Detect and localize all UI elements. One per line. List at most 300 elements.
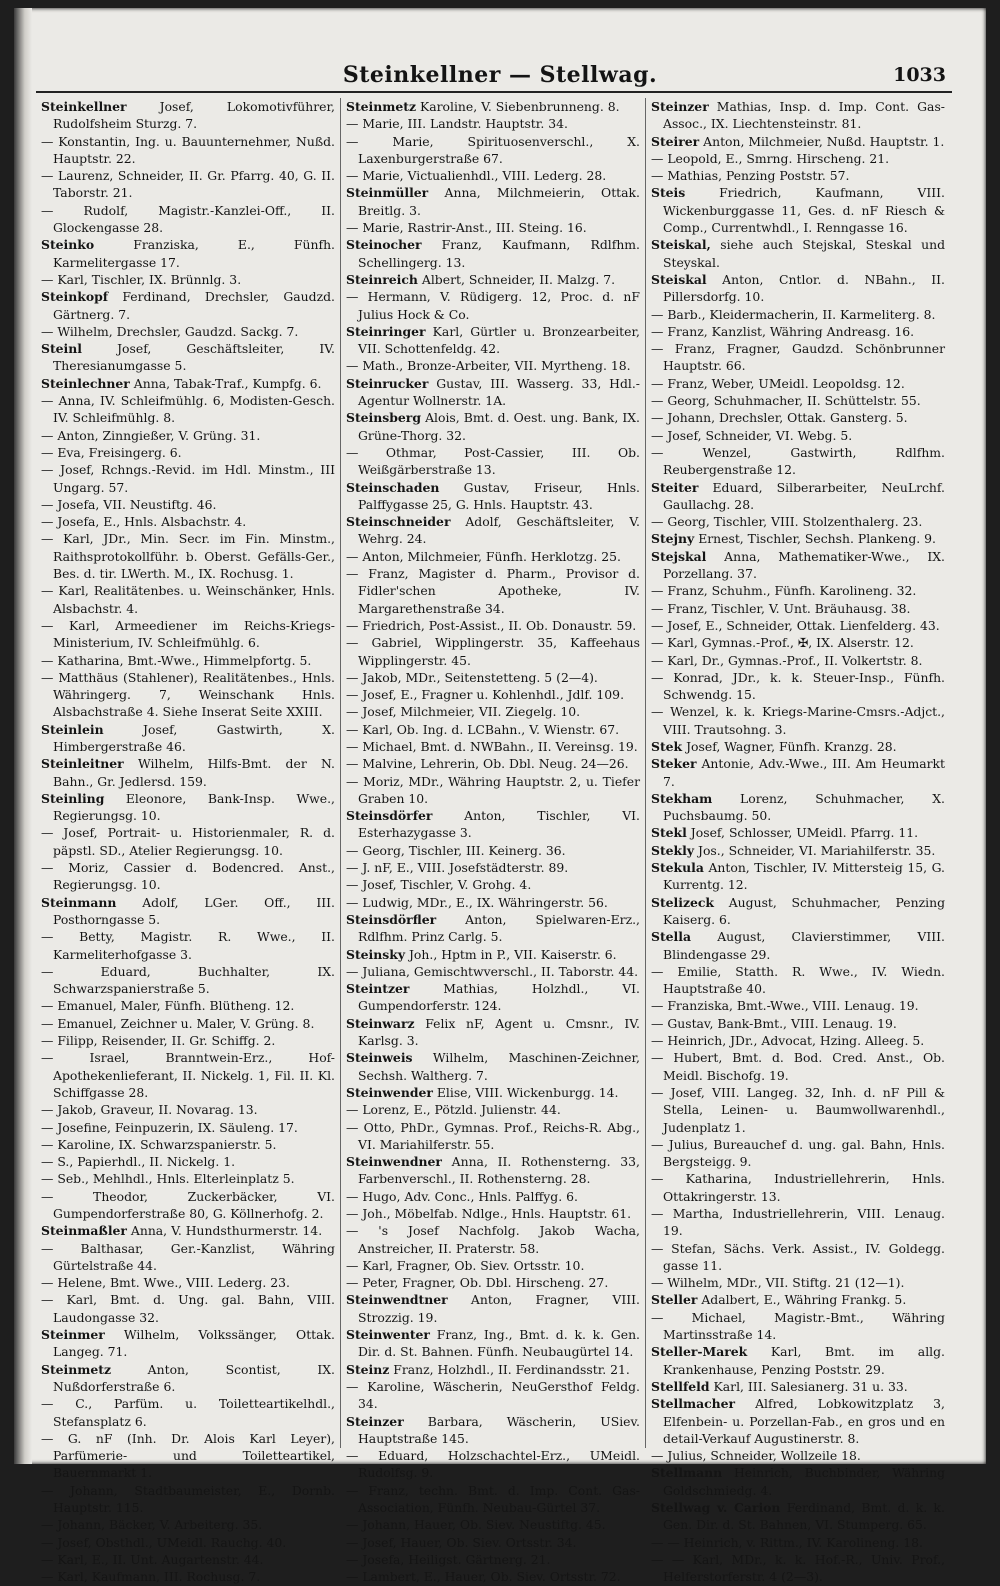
- directory-entry: [41, 427, 335, 444]
- directory-entry: [41, 1015, 335, 1032]
- directory-entry: [346, 1153, 640, 1188]
- entry-text: Karl, Gürtler u. Bronzearbeiter, VII. Schottenfeldg. 42.: [358, 323, 640, 357]
- directory-entry: [651, 1343, 945, 1378]
- directory-entry: [41, 1136, 335, 1153]
- directory-entry: [346, 686, 640, 703]
- entry-text: Heinrich, Buchbinder, Währing Goldschmiedg. 4.: [663, 1465, 945, 1498]
- directory-entry: [651, 859, 945, 894]
- directory-entry: [651, 392, 945, 409]
- directory-entry: [346, 1482, 640, 1517]
- entry-text: — Juliana, Gemischtwverschl., II. Taborstr. 44.: [346, 963, 639, 979]
- entry-surname: Steinmüller: [346, 185, 429, 201]
- entry-text: Wilhelm, Maschinen-Zeichner, Sechsh. Waltherg. 7.: [358, 1050, 640, 1083]
- directory-entry: [41, 392, 335, 427]
- entry-text: — Josef, Obsthdl., UMeidl. Rauchg. 40.: [41, 1534, 287, 1550]
- entry-text: — Georg, Schuhmacher, II. Schüttelstr. 55.: [651, 393, 921, 409]
- entry-text: — Ludwig, MDr., E., IX. Währingerstr. 56.: [346, 894, 608, 910]
- directory-entry: [41, 1032, 335, 1049]
- directory-entry: [651, 1447, 945, 1464]
- directory-entry: [651, 375, 945, 392]
- entry-text: — Josef, E., Schneider, Ottak. Lienfelderg. 43.: [651, 617, 940, 633]
- entry-surname: Steinmetz: [346, 99, 417, 114]
- page-header: [14, 60, 986, 94]
- directory-entry: [651, 894, 945, 929]
- entry-text: — J. nF, E., VIII. Josefstädterstr. 89.: [346, 860, 569, 876]
- entry-surname: Stellfeld: [651, 1378, 710, 1394]
- entry-text: August, Clavierstimmer, VIII. Blindengasse 29.: [663, 929, 945, 962]
- directory-entry: [651, 669, 945, 704]
- entry-text: Jos., Schneider, VI. Mariahilferstr. 35.: [694, 842, 936, 858]
- entry-surname: Steinmetz: [41, 1361, 112, 1377]
- entry-text: — Julius, Schneider, Wollzeile 18.: [651, 1448, 861, 1464]
- entry-text: — Laurenz, Schneider, II. Gr. Pfarrg. 40, G. II. Taborstr. 21.: [41, 168, 335, 201]
- directory-entry: [346, 513, 640, 548]
- entry-text: Anna, Tabak-Traf., Kumpfg. 6.: [129, 375, 322, 391]
- directory-entry: [41, 1188, 335, 1223]
- entry-text: — Josefa, VII. Neustiftg. 46.: [41, 496, 217, 512]
- directory-entry: [41, 669, 335, 721]
- entry-text: — Josef, Rchngs.-Revid. im Hdl. Minstm., III Ungarg. 57.: [41, 462, 335, 495]
- entry-text: — Franz, Schuhm., Fünfh. Karolineng. 32.: [651, 583, 917, 599]
- directory-entry: [41, 1326, 335, 1361]
- entry-text: — Lorenz, E., Pötzld. Julienstr. 44.: [346, 1102, 561, 1118]
- entry-surname: Steiskal,: [651, 237, 711, 253]
- entry-text: Anton, Scontist, IX. Nußdorferstraße 6.: [53, 1361, 335, 1394]
- entry-surname: Steinko: [41, 237, 95, 253]
- entry-text: — Karl, JDr., Min. Secr. im Fin. Minstm., Raithsprotokollführ. b. Oberst. Gefälls-Ger., Bes. d. tir. LWerth. M., IX. Rochusg. 1.: [41, 531, 335, 582]
- directory-entry: [651, 1499, 945, 1534]
- directory-entry: [346, 617, 640, 634]
- directory-entry: [41, 1430, 335, 1482]
- entry-surname: Steinsky: [346, 946, 406, 962]
- entry-surname: Steinkopf: [41, 289, 109, 305]
- directory-entry: [346, 721, 640, 738]
- entry-text: — Leopold, E., Smrng. Hirscheng. 21.: [651, 150, 890, 166]
- entry-text: Anna, Milchmeierin, Ottak. Breitlg. 3.: [358, 185, 640, 218]
- entry-text: siehe auch Stejskal, Steskal und Steyskal.: [663, 237, 945, 270]
- directory-entry: [346, 1447, 640, 1482]
- entry-surname: Steinsdörfler: [346, 911, 437, 927]
- entry-text: Josef, Geschäftsleiter, IV. Theresianumgasse 5.: [53, 341, 335, 374]
- directory-entry: [346, 288, 640, 323]
- entry-surname: Steinwarz: [346, 1015, 415, 1031]
- header-rule: [36, 91, 952, 93]
- directory-entry: [651, 824, 945, 841]
- entry-surname: Steinsdörfer: [346, 808, 433, 824]
- directory-entry: [346, 1361, 640, 1378]
- entry-text: — Katharina, Industriellehrerin, Hnls. Ottakringerstr. 13.: [651, 1171, 945, 1204]
- entry-surname: Steinleitner: [41, 756, 124, 772]
- entry-text: Wilhelm, Volkssänger, Ottak. Langeg. 71.: [53, 1327, 335, 1360]
- directory-entry: [346, 98, 640, 115]
- entry-text: Ferdinand, Bmt. d. k. k. Gen. Dir. d. St. Bahnen, VI. Stumperg. 65.: [663, 1500, 945, 1533]
- directory-entry: [41, 1568, 335, 1585]
- entry-text: — Anton, Zinngießer, V. Grüng. 31.: [41, 427, 261, 443]
- entry-surname: Steinwendner: [346, 1154, 442, 1170]
- directory-entry: [651, 1395, 945, 1447]
- entry-text: — Otto, PhDr., Gymnas. Prof., Reichs-R. Abg., VI. Mariahilferstr. 55.: [346, 1119, 640, 1152]
- directory-entry: [41, 202, 335, 237]
- directory-entry: [346, 1205, 640, 1222]
- entry-text: Franziska, E., Fünfh. Karmelitergasse 17.: [53, 237, 335, 270]
- directory-entry: [41, 98, 335, 133]
- directory-entry: [346, 444, 640, 479]
- directory-entry: [346, 271, 640, 288]
- entry-text: — Michael, Bmt. d. NWBahn., II. Vereinsg. 19.: [346, 738, 638, 754]
- directory-entry: [346, 1551, 640, 1568]
- entry-text: Anton, Milchmeier, Nußd. Hauptstr. 1.: [699, 133, 945, 149]
- directory-entry: [346, 963, 640, 980]
- entry-text: Anton, Cntlor. d. NBahn., II. Pillersdorfg. 10.: [663, 271, 945, 305]
- entry-text: — Malvine, Lehrerin, Ob. Dbl. Neug. 24—26.: [346, 756, 629, 772]
- entry-text: — Wilhelm, Drechsler, Gaudzd. Sackg. 7.: [41, 323, 299, 339]
- entry-text: — Filipp, Reisender, II. Gr. Schiffg. 2.: [41, 1033, 276, 1049]
- entry-text: — Lambert, E., Hauer, Ob. Siev. Ortsstr. 72.: [346, 1569, 621, 1585]
- entry-text: — Konstantin, Ing. u. Bauunternehmer, Nußd. Hauptstr. 22.: [41, 133, 335, 166]
- directory-entry: [346, 1101, 640, 1118]
- directory-entry: [651, 133, 945, 150]
- directory-entry: [346, 219, 640, 236]
- entry-text: — S., Papierhdl., II. Nickelg. 1.: [41, 1154, 236, 1170]
- directory-entry: [346, 1516, 640, 1533]
- directory-entry: [651, 323, 945, 340]
- entry-text: — Josefa, Heiligst. Gärtnerg. 21.: [346, 1551, 551, 1567]
- entry-text: Alfred, Lobkowitzplatz 3, Elfenbein- u. Porzellan-Fab., en gros und en detail-Verkauf Augustinerstr. 8.: [663, 1396, 945, 1446]
- directory-entry: [41, 755, 335, 790]
- column-3: [645, 98, 950, 1585]
- directory-entry: [651, 928, 945, 963]
- directory-entry: [41, 997, 335, 1014]
- entry-surname: Steinschaden: [346, 479, 440, 495]
- directory-entry: [346, 1534, 640, 1551]
- entry-text: Albert, Schneider, II. Malzg. 7.: [417, 271, 616, 287]
- entry-text: — — Heinrich, v. Rittm., IV. Karolineng. 18.: [651, 1534, 923, 1550]
- directory-entry: [651, 1084, 945, 1136]
- entry-surname: Steinmer: [41, 1327, 105, 1343]
- entry-text: Franz, Holzhdl., II. Ferdinandsstr. 21.: [389, 1361, 630, 1377]
- entry-surname: Steinmann: [41, 894, 117, 910]
- directory-entry: [346, 167, 640, 184]
- entry-surname: Steinlein: [41, 721, 104, 737]
- entry-surname: Steiter: [651, 479, 699, 495]
- directory-entry: [346, 409, 640, 444]
- directory-entry: [651, 271, 945, 306]
- directory-entry: [651, 790, 945, 825]
- directory-entry: [651, 479, 945, 514]
- entry-text: — Emanuel, Zeichner u. Maler, V. Grüng. 8.: [41, 1015, 315, 1031]
- directory-entry: [651, 652, 945, 669]
- running-title: Steinkellner — Stellwag.: [342, 62, 658, 88]
- entry-text: — Theodor, Zuckerbäcker, VI. Gumpendorferstraße 80, G. Köllnerhofg. 2.: [41, 1188, 335, 1221]
- entry-text: — Michael, Magistr.-Bmt., Währing Martinsstraße 14.: [651, 1309, 945, 1343]
- directory-entry: [41, 1274, 335, 1291]
- entry-text: — Franz, Magister d. Pharm., Provisor d. Fidler'schen Apotheke, IV. Margarethenstraße 34.: [346, 566, 640, 616]
- entry-text: Friedrich, Kaufmann, VIII. Wickenburggasse 11, Ges. d. nF Riesch & Comp., Currentwhdl., I. Renngasse 16.: [663, 185, 945, 236]
- entry-text: Anton, Tischler, IV. Mittersteig 15, G. Kurrentg. 12.: [663, 860, 945, 893]
- directory-entry: [41, 1119, 335, 1136]
- directory-entry: [41, 790, 335, 825]
- entry-text: Josef, Lokomotivführer, Rudolfsheim Sturzg. 7.: [53, 99, 335, 132]
- entry-surname: Steinocher: [346, 237, 422, 253]
- directory-entry: [346, 980, 640, 1015]
- entry-text: — Friedrich, Post-Assist., II. Ob. Donaustr. 59.: [346, 617, 637, 633]
- directory-entry: [651, 842, 945, 859]
- entry-text: — Karl, Ob. Ing. d. LCBahn., V. Wienstr. 67.: [346, 721, 620, 737]
- entry-text: Karl, Bmt. im allg. Krankenhause, Penzing Poststr. 29.: [663, 1344, 945, 1377]
- directory-entry: [346, 479, 640, 514]
- directory-page: [14, 8, 986, 1585]
- entry-text: — Marie, III. Landstr. Hauptstr. 34.: [346, 116, 568, 132]
- directory-entry: [346, 755, 640, 772]
- entry-text: — Franz, Tischler, V. Unt. Bräuhausg. 38.: [651, 600, 911, 616]
- directory-entry: [651, 1170, 945, 1205]
- directory-entry: [651, 1136, 945, 1171]
- directory-entry: [41, 1395, 335, 1430]
- entry-text: — Hermann, V. Rüdigerg. 12, Proc. d. nF Julius Hock & Co.: [346, 289, 640, 322]
- directory-entry: [651, 755, 945, 790]
- entry-text: — Josef, Hauer, Ob. Siev. Ortsstr. 34.: [346, 1534, 577, 1550]
- entry-text: — Karoline, IX. Schwarzspanierstr. 5.: [41, 1136, 277, 1152]
- entry-text: — Jakob, Graveur, II. Novarag. 13.: [41, 1102, 258, 1118]
- entry-text: Anna, V. Hundsthurmerstr. 14.: [126, 1223, 323, 1239]
- directory-entry: [651, 1015, 945, 1032]
- entry-surname: Steinling: [41, 790, 105, 806]
- entry-text: — Hugo, Adv. Conc., Hnls. Palffyg. 6.: [346, 1188, 578, 1204]
- directory-entry: [41, 1361, 335, 1396]
- directory-entry: [41, 375, 335, 392]
- directory-columns: [36, 98, 950, 1585]
- entry-text: — Eva, Freisingerg. 6.: [41, 444, 182, 460]
- entry-surname: Steirer: [651, 133, 700, 149]
- entry-surname: Steinwenter: [346, 1327, 430, 1343]
- entry-text: — Georg, Tischler, III. Keinerg. 36.: [346, 842, 566, 858]
- entry-text: Anton, Spielwaren-Erz., Rdlfhm. Prinz Carlg. 5.: [358, 911, 640, 945]
- entry-text: — Stefan, Sächs. Verk. Assist., IV. Goldegg. gasse 11.: [651, 1240, 945, 1273]
- directory-entry: [651, 582, 945, 599]
- directory-entry: [651, 1240, 945, 1275]
- entry-surname: Steinreich: [346, 271, 418, 287]
- entry-text: — Israel, Branntwein-Erz., Hof-Apothekenlieferant, II. Nickelg. 1, Fil. II. Kl. Schiffgasse 28.: [41, 1050, 335, 1100]
- directory-entry: [651, 1032, 945, 1049]
- entry-text: — Balthasar, Ger.-Kanzlist, Währing Gürtelstraße 44.: [41, 1240, 335, 1273]
- directory-entry: [41, 824, 335, 859]
- entry-surname: Steinschneider: [346, 514, 451, 530]
- entry-surname: Steinzer: [346, 1413, 404, 1429]
- directory-entry: [41, 461, 335, 496]
- directory-entry: [651, 150, 945, 167]
- directory-entry: [41, 1240, 335, 1275]
- directory-entry: [651, 167, 945, 184]
- directory-entry: [651, 617, 945, 634]
- entry-text: — Helene, Bmt. Wwe., VIII. Lederg. 23.: [41, 1275, 290, 1291]
- entry-surname: Stejskal: [651, 548, 707, 564]
- entry-text: August, Schuhmacher, Penzing Kaiserg. 6.: [663, 894, 945, 927]
- directory-entry: [346, 565, 640, 617]
- directory-entry: [346, 1049, 640, 1084]
- directory-entry: [41, 963, 335, 998]
- directory-entry: [41, 1516, 335, 1533]
- entry-text: — Eduard, Buchhalter, IX. Schwarzspanierstraße 5.: [41, 963, 335, 997]
- directory-entry: [651, 513, 945, 530]
- entry-text: — Josef, VIII. Langeg. 32, Inh. d. nF Pill & Stella, Leinen- u. Baumwollwarenhdl., Judenplatz 1.: [651, 1084, 945, 1135]
- entry-text: — Josef, Schneider, VI. Webg. 5.: [651, 427, 853, 443]
- entry-text: — Gustav, Bank-Bmt., VIII. Lenaug. 19.: [651, 1015, 897, 1031]
- directory-entry: [346, 946, 640, 963]
- entry-surname: Steinwender: [346, 1084, 433, 1100]
- directory-entry: [41, 1482, 335, 1517]
- directory-entry: [41, 1534, 335, 1551]
- entry-text: Elise, VIII. Wickenburgg. 14.: [432, 1084, 619, 1100]
- entry-text: — Moriz, MDr., Währing Hauptstr. 2, u. Tiefer Graben 10.: [346, 773, 640, 806]
- entry-text: — Franziska, Bmt.-Wwe., VIII. Lenaug. 19.: [651, 998, 919, 1014]
- directory-entry: [651, 963, 945, 998]
- directory-entry: [41, 340, 335, 375]
- entry-text: — Karl, Kaufmann, III. Rochusg. 7.: [41, 1569, 261, 1585]
- entry-text: Anna, Mathematiker-Wwe., IX. Porzellang. 37.: [663, 548, 945, 582]
- entry-surname: Stejny: [651, 531, 695, 547]
- entry-text: Karoline, V. Siebenbrunneng. 8.: [416, 99, 620, 114]
- entry-text: — 's Josef Nachfolg. Jakob Wacha, Anstreicher, II. Praterstr. 58.: [346, 1223, 640, 1256]
- entry-surname: Stella: [651, 929, 691, 945]
- entry-text: — G. nF (Inh. Dr. Alois Karl Leyer), Parfümerie- und Toiletteartikel, Bauernmarkt 1.: [41, 1430, 335, 1481]
- entry-surname: Stekly: [651, 842, 695, 858]
- entry-surname: Steinmaßler: [41, 1223, 127, 1239]
- directory-entry: [346, 548, 640, 565]
- entry-text: — Josefa, E., Hnls. Alsbachstr. 4.: [41, 514, 247, 530]
- entry-text: — Emanuel, Maler, Fünfh. Blütheng. 12.: [41, 998, 295, 1014]
- directory-entry: [41, 721, 335, 756]
- directory-entry: [346, 1222, 640, 1257]
- entry-text: Karl, III. Salesianerg. 31 u. 33.: [709, 1378, 908, 1394]
- entry-text: — Julius, Bureauchef d. ung. gal. Bahn, Hnls. Bergsteigg. 9.: [651, 1136, 945, 1170]
- directory-entry: [41, 133, 335, 168]
- entry-text: — Matthäus (Stahlener), Realitätenbes., Hnls. Währingerg. 7, Weinschank Hnls. Alsbachstraße 4. Siehe Inserat Seite XXIII.: [41, 669, 335, 720]
- directory-entry: [41, 530, 335, 582]
- directory-entry: [41, 513, 335, 530]
- entry-text: — Math., Bronze-Arbeiter, VII. Myrtheng. 18.: [346, 358, 631, 374]
- directory-entry: [651, 1205, 945, 1240]
- entry-text: — Wilhelm, MDr., VII. Stiftg. 21 (12—1).: [651, 1275, 905, 1291]
- entry-text: Anna, II. Rothensterng. 33, Farbenverschl., II. Rothensterng. 28.: [358, 1154, 640, 1187]
- directory-entry: [651, 184, 945, 236]
- entry-surname: Stekham: [651, 790, 713, 806]
- entry-text: Gustav, Friseur, Hnls. Palffygasse 25, G. Hnls. Hauptstr. 43.: [358, 479, 640, 512]
- directory-entry: [346, 807, 640, 842]
- entry-text: — Wenzel, Gastwirth, Rdlfhm. Reubergenstraße 12.: [651, 444, 945, 478]
- directory-entry: [346, 1257, 640, 1274]
- entry-text: Wilhelm, Hilfs-Bmt. der N. Bahn., Gr. Jedlersd. 159.: [53, 756, 335, 789]
- entry-text: — Mathias, Penzing Poststr. 57.: [651, 168, 850, 184]
- directory-entry: [346, 115, 640, 132]
- entry-text: — Barb., Kleidermacherin, II. Karmeliterg. 8.: [651, 306, 936, 322]
- directory-entry: [41, 617, 335, 652]
- directory-entry: [651, 1534, 945, 1551]
- entry-text: Lorenz, Schuhmacher, X. Puchsbaumg. 50.: [663, 790, 945, 824]
- directory-entry: [651, 444, 945, 479]
- entry-text: — Jakob, MDr., Seitenstetteng. 5 (2—4).: [346, 669, 598, 685]
- entry-surname: Steinz: [346, 1361, 390, 1377]
- entry-text: Josef, Schlosser, UMeidl. Pfarrg. 11.: [686, 825, 919, 841]
- entry-text: — Karl, Dr., Gymnas.-Prof., II. Volkertstr. 8.: [651, 652, 923, 668]
- entry-text: — Franz, techn. Bmt. d. Imp. Cont. Gas-Association, Fünfh. Neubau-Gürtel 37.: [346, 1482, 640, 1516]
- directory-entry: [346, 133, 640, 168]
- directory-entry: [651, 634, 945, 651]
- directory-entry: [651, 98, 945, 133]
- directory-entry: [346, 184, 640, 219]
- entry-surname: Steinzer: [651, 99, 709, 114]
- directory-entry: [651, 530, 945, 547]
- entry-text: — Karl, Realitätenbes. u. Weinschänker, Hnls. Alsbachstr. 4.: [41, 583, 335, 616]
- directory-entry: [651, 1378, 945, 1395]
- entry-text: — C., Parfüm. u. Toiletteartikelhdl., Stefansplatz 6.: [41, 1396, 335, 1429]
- entry-text: Franz, Kaufmann, Rdlfhm. Schellingerg. 13.: [358, 237, 640, 270]
- entry-text: — Konrad, JDr., k. k. Steuer-Insp., Fünfh. Schwendg. 15.: [651, 669, 945, 703]
- directory-entry: [346, 375, 640, 410]
- directory-entry: [346, 1084, 640, 1101]
- entry-text: — Josef, Portrait- u. Historienmaler, R. d. päpstl. SD., Atelier Regierungsg. 10.: [41, 825, 335, 858]
- directory-entry: [651, 548, 945, 583]
- directory-entry: [346, 703, 640, 720]
- directory-entry: [41, 167, 335, 202]
- entry-text: — Franz, Fragner, Gaudzd. Schönbrunner Hauptstr. 66.: [651, 341, 945, 374]
- entry-surname: Stek: [651, 738, 683, 754]
- directory-entry: [651, 1049, 945, 1084]
- entry-text: Anton, Tischler, VI. Esterhazygasse 3.: [358, 808, 640, 841]
- entry-surname: Steinwendtner: [346, 1292, 448, 1308]
- directory-entry: [41, 859, 335, 894]
- entry-text: — Georg, Tischler, VIII. Stolzenthalerg. 23.: [651, 514, 923, 530]
- directory-entry: [41, 496, 335, 513]
- entry-text: Anton, Fragner, VIII. Strozzig. 19.: [358, 1292, 640, 1325]
- directory-entry: [346, 1119, 640, 1154]
- directory-entry: [346, 1291, 640, 1326]
- directory-entry: [346, 1015, 640, 1050]
- book-spine-shadow: [14, 8, 32, 1464]
- entry-text: — Josef, E., Fragner u. Kohlenhdl., Jdlf. 109.: [346, 687, 625, 703]
- entry-text: Mathias, Holzhdl., VI. Gumpendorferstr. 124.: [358, 981, 640, 1014]
- directory-entry: [651, 600, 945, 617]
- directory-entry: [651, 703, 945, 738]
- entry-text: — Josef, Milchmeier, VII. Ziegelg. 10.: [346, 704, 581, 720]
- entry-text: — Franz, Weber, UMeidl. Leopoldsg. 12.: [651, 375, 905, 391]
- directory-entry: [41, 1153, 335, 1170]
- entry-surname: Steinringer: [346, 323, 426, 339]
- entry-text: — Karl, E., II. Unt. Augartenstr. 44.: [41, 1551, 264, 1567]
- entry-text: Ernest, Tischler, Sechsh. Plankeng. 9.: [694, 531, 936, 547]
- entry-surname: Steller: [651, 1292, 698, 1308]
- entry-text: Adalbert, E., Währing Frankg. 5.: [697, 1292, 907, 1308]
- entry-text: — Peter, Fragner, Ob. Dbl. Hirscheng. 27.: [346, 1275, 609, 1291]
- directory-entry: [41, 1551, 335, 1568]
- entry-text: — Seb., Mehlhdl., Hnls. Elterleinplatz 5.: [41, 1171, 295, 1187]
- entry-text: Mathias, Insp. d. Imp. Cont. Gas-Assoc., IX. Liechtensteinstr. 81.: [663, 99, 945, 132]
- entry-text: Felix nF, Agent u. Cmsnr., IV. Karlsg. 3.: [358, 1015, 640, 1049]
- entry-text: — Franz, Kanzlist, Währing Andreasg. 16.: [651, 323, 915, 339]
- directory-entry: [651, 738, 945, 755]
- entry-surname: Stellmann: [651, 1465, 723, 1481]
- directory-entry: [346, 876, 640, 893]
- directory-entry: [651, 997, 945, 1014]
- entry-surname: Stekl: [651, 825, 687, 841]
- entry-surname: Stelizeck: [651, 894, 715, 910]
- entry-text: — Karl, Gymnas.-Prof., ✠, IX. Alserstr. 12.: [651, 635, 914, 651]
- entry-text: — Karl, Bmt. d. Ung. gal. Bahn, VIII. Laudongasse 32.: [41, 1292, 335, 1325]
- directory-entry: [651, 236, 945, 271]
- entry-text: Eduard, Silberarbeiter, NeuLrchf. Gaullachg. 28.: [663, 479, 945, 512]
- entry-text: — Johann, Bäcker, V. Arbeiterg. 35.: [41, 1517, 263, 1533]
- entry-surname: Steiskal: [651, 271, 707, 287]
- directory-entry: [651, 1464, 945, 1499]
